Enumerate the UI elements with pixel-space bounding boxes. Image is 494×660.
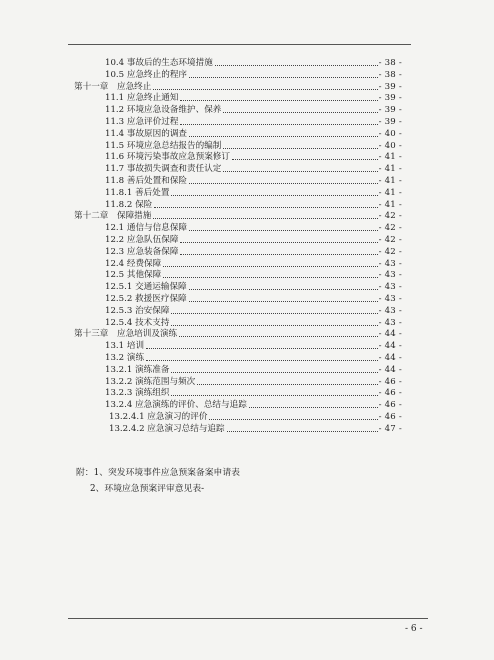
toc-entry-label: 13.2.4.1 应急演习的评价: [109, 412, 208, 422]
toc-entry-label: 13.1 培训: [105, 341, 145, 352]
toc-section-entry[interactable]: [105, 398, 402, 410]
toc-section-entry[interactable]: [105, 351, 402, 363]
toc-entry-page: - 39 -: [378, 93, 402, 104]
toc-entry-page: - 43 -: [378, 294, 402, 304]
toc-entry-page: - 42 -: [378, 246, 402, 257]
toc-entry-label: 13.2.4 应急演练的评价、总结与追踪: [105, 400, 247, 411]
toc-entry-label: 13.2 演练: [105, 353, 145, 363]
toc-dot-leader: [171, 325, 377, 326]
toc-entry-page: - 43 -: [378, 270, 402, 281]
toc-entry-page: - 44 -: [378, 364, 402, 375]
toc-entry-page: - 38 -: [378, 58, 402, 68]
toc-dot-leader: [249, 407, 378, 408]
toc-chapter-entry[interactable]: [74, 209, 402, 221]
toc-entry-label: 11.7 事故损失调查和责任认定: [105, 164, 222, 175]
toc-section-entry[interactable]: [105, 150, 402, 162]
toc-section-entry[interactable]: [105, 115, 402, 127]
toc-dot-leader: [180, 242, 377, 243]
toc-dot-leader: [223, 171, 377, 172]
toc-dot-leader: [189, 289, 378, 290]
toc-section-entry[interactable]: [105, 245, 402, 257]
toc-section-entry[interactable]: [105, 375, 402, 387]
toc-section-entry[interactable]: [105, 257, 402, 269]
toc-section-entry[interactable]: [105, 139, 402, 151]
toc-section-entry[interactable]: [109, 422, 402, 434]
toc-section-entry[interactable]: [105, 103, 402, 115]
toc-entry-page: - 41 -: [378, 164, 402, 175]
toc-entry-label: 10.4 事故后的生态环境措施: [105, 58, 213, 68]
toc-dot-leader: [197, 384, 377, 385]
toc-section-entry[interactable]: [105, 233, 402, 245]
toc-entry-label: 11.4 事故原因的调查: [105, 128, 188, 139]
toc-entry-label: 11.8.1 善后处置: [105, 187, 170, 198]
toc-section-entry[interactable]: [105, 339, 402, 351]
toc-entry-label: 第十三章 应急培训及演练: [74, 329, 178, 340]
toc-dot-leader: [189, 301, 378, 302]
toc-entry-page: - 46 -: [378, 400, 402, 411]
toc-entry-page: - 43 -: [378, 258, 402, 269]
toc-entry-page: - 42 -: [378, 235, 402, 245]
toc-dot-leader: [189, 183, 378, 184]
toc-entry-page: - 38 -: [378, 69, 402, 80]
toc-dot-leader: [227, 431, 378, 432]
toc-section-entry[interactable]: [105, 363, 402, 375]
toc-entry-label: 12.1 通信与信息保障: [105, 223, 188, 234]
toc-entry-label: 第十二章 保障措施: [74, 211, 152, 222]
toc-dot-leader: [171, 372, 377, 373]
toc-entry-label: 11.3 应急评价过程: [105, 117, 179, 127]
toc-entry-label: 13.2.3 演练组织: [105, 388, 170, 399]
toc-entry-page: - 41 -: [378, 187, 402, 198]
toc-section-entry[interactable]: [105, 162, 402, 174]
toc-section-entry[interactable]: [109, 410, 402, 422]
toc-entry-label: 12.2 应急队伍保障: [105, 235, 179, 245]
toc-dot-leader: [215, 65, 378, 66]
toc-entry-page: - 46 -: [378, 376, 402, 387]
toc-entry-page: - 47 -: [378, 423, 402, 434]
toc-dot-leader: [180, 100, 377, 101]
toc-dot-leader: [171, 395, 377, 396]
toc-entry-label: 11.5 环境应急总结报告的编制: [105, 140, 222, 151]
toc-dot-leader: [189, 77, 378, 78]
toc-entry-label: 11.1 应急终止通知: [105, 93, 179, 104]
toc-entry-label: 11.8 善后处置和保险: [105, 176, 188, 186]
toc-dot-leader: [153, 218, 377, 219]
toc-dot-leader: [179, 336, 377, 337]
toc-section-entry[interactable]: [105, 68, 402, 80]
toc-entry-page: - 42 -: [378, 211, 402, 222]
toc-entry-label: 11.2 环境应急设备维护、保养: [105, 105, 222, 116]
toc-section-entry[interactable]: [105, 292, 402, 304]
toc-entry-label: 13.2.4.2 应急演习总结与追踪: [109, 423, 225, 434]
toc-section-entry[interactable]: [105, 221, 402, 233]
toc-dot-leader: [171, 195, 377, 196]
toc-dot-leader: [209, 419, 377, 420]
toc-section-entry[interactable]: [105, 280, 402, 292]
toc-entry-label: 第十一章 应急终止: [74, 81, 152, 92]
toc-dot-leader: [189, 136, 378, 137]
toc-entry-page: - 39 -: [378, 105, 402, 116]
toc-entry-page: - 46 -: [378, 388, 402, 399]
toc-section-entry[interactable]: [105, 127, 402, 139]
toc-entry-page: - 42 -: [378, 223, 402, 234]
appendix-item-1: 附：1、突发环境事件应急预案备案申请表: [76, 468, 240, 478]
toc-dot-leader: [189, 230, 378, 231]
toc-entry-label: 12.5.2 救援医疗保障: [105, 294, 187, 304]
toc-entry-label: 11.6 环境污染事故应急预案修订: [105, 152, 230, 163]
toc-chapter-entry[interactable]: [74, 327, 402, 339]
toc-dot-leader: [180, 254, 377, 255]
toc-section-entry[interactable]: [105, 268, 402, 280]
toc-section-entry[interactable]: [105, 186, 402, 198]
toc-entry-page: - 41 -: [378, 176, 402, 186]
toc-entry-label: 11.8.2 保险: [105, 199, 153, 210]
page-number: - 6 -: [405, 624, 423, 634]
toc-dot-leader: [180, 124, 377, 125]
toc-section-entry[interactable]: [105, 304, 402, 316]
toc-entry-label: 12.5.1 交通运输保障: [105, 282, 187, 293]
toc-section-entry[interactable]: [105, 56, 402, 68]
toc-entry-page: - 44 -: [378, 341, 402, 352]
toc-entry-label: 12.5 其他保障: [105, 270, 162, 281]
toc-entry-page: - 39 -: [378, 81, 402, 92]
toc-section-entry[interactable]: [105, 174, 402, 186]
toc-section-entry[interactable]: [105, 91, 402, 103]
toc-entry-page: - 46 -: [378, 412, 402, 422]
toc-entry-label: 12.3 应急装备保障: [105, 246, 179, 257]
appendix-item-2: 2、环境应急预案评审意见表-: [90, 484, 205, 494]
toc-chapter-entry[interactable]: [74, 80, 402, 92]
toc-dot-leader: [223, 112, 377, 113]
toc-entry-page: - 43 -: [378, 305, 402, 316]
toc-entry-page: - 41 -: [378, 199, 402, 210]
toc-section-entry[interactable]: [105, 198, 402, 210]
toc-entry-page: - 39 -: [378, 117, 402, 127]
toc-dot-leader: [163, 277, 377, 278]
toc-dot-leader: [232, 159, 378, 160]
toc-dot-leader: [146, 360, 378, 361]
toc-dot-leader: [171, 313, 377, 314]
footer-rule: [68, 618, 428, 619]
toc-entry-label: 13.2.2 演练范围与频次: [105, 376, 196, 387]
toc-entry-page: - 44 -: [378, 329, 402, 340]
toc-entry-label: 12.4 经费保障: [105, 258, 162, 269]
toc-entry-page: - 40 -: [378, 140, 402, 151]
toc-entry-page: - 40 -: [378, 128, 402, 139]
toc-dot-leader: [153, 89, 377, 90]
toc-entry-page: - 44 -: [378, 353, 402, 363]
toc-dot-leader: [154, 207, 377, 208]
toc-entry-label: 12.5.4 技术支持: [105, 317, 170, 328]
header-rule: [68, 44, 411, 45]
toc-entry-page: - 41 -: [378, 152, 402, 163]
toc-dot-leader: [146, 348, 378, 349]
toc-dot-leader: [163, 266, 377, 267]
toc-section-entry[interactable]: [105, 316, 402, 328]
toc-entry-page: - 43 -: [378, 282, 402, 293]
toc-entry-label: 13.2.1 演练准备: [105, 364, 170, 375]
toc-section-entry[interactable]: [105, 386, 402, 398]
toc-entry-page: - 43 -: [378, 317, 402, 328]
toc-entry-label: 10.5 应急终止的程序: [105, 69, 188, 80]
toc-entry-label: 12.5.3 治安保障: [105, 305, 170, 316]
toc-dot-leader: [223, 148, 377, 149]
